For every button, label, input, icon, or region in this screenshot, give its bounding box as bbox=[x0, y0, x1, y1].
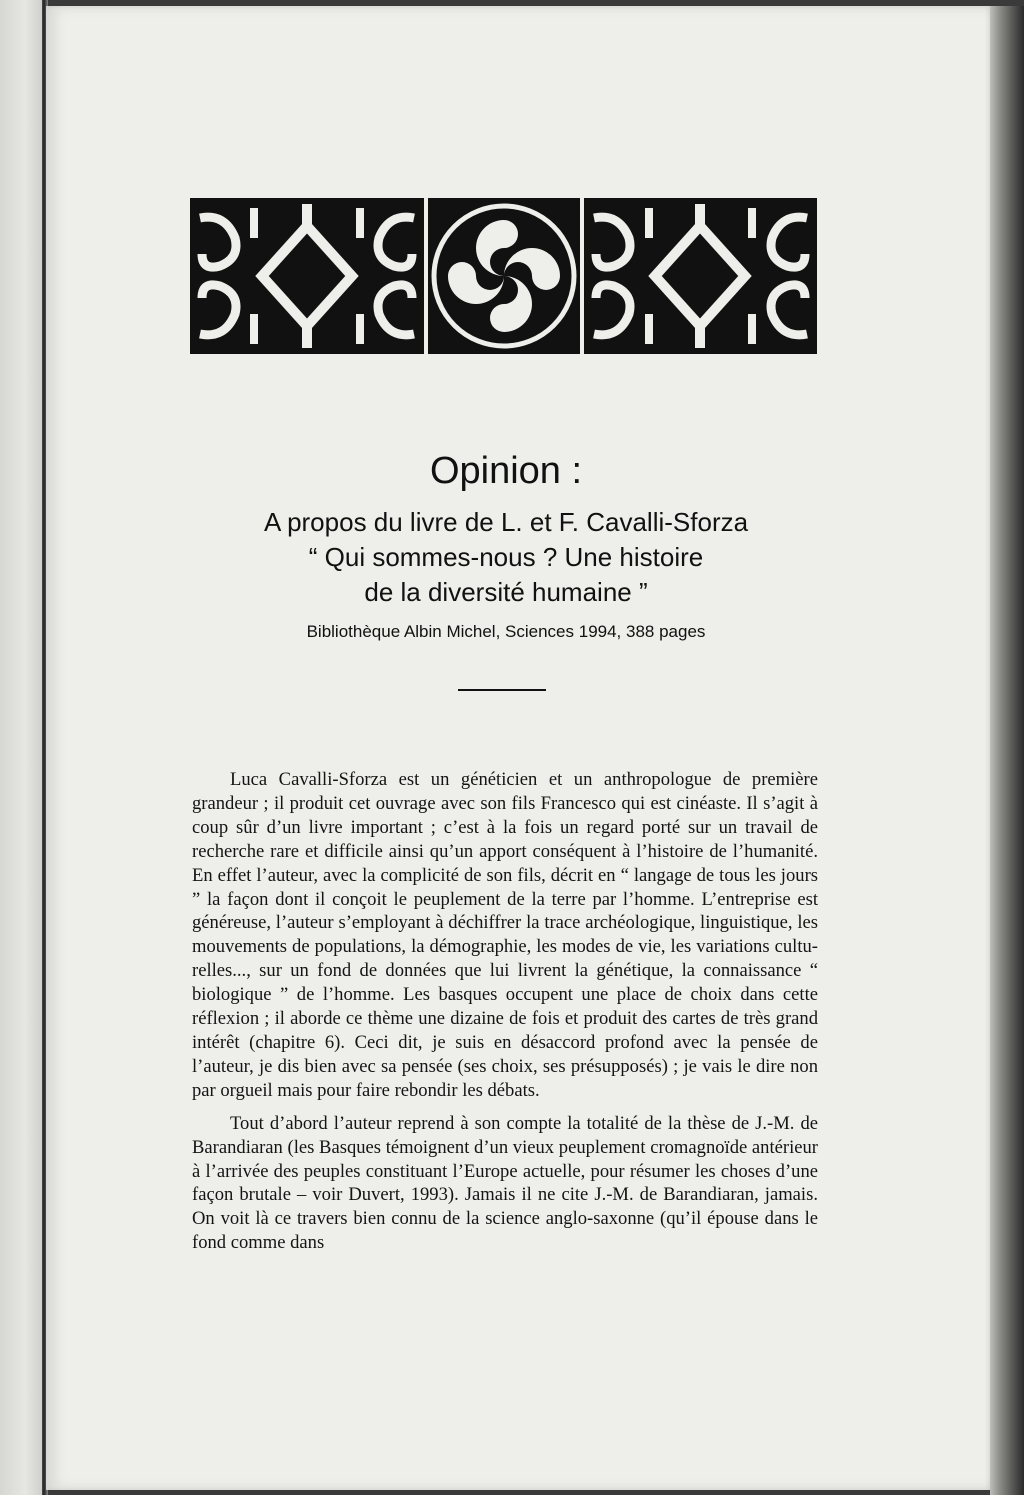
subtitle-line: “ Qui sommes-nous ? Une histoire bbox=[308, 542, 704, 572]
article-subtitle bbox=[180, 505, 832, 610]
subtitle-line: A propos du livre de L. et F. Cavalli-Sforza bbox=[263, 507, 749, 537]
article-title: Opinion : bbox=[429, 450, 583, 492]
basque-frieze-ornament bbox=[190, 198, 817, 354]
article-body bbox=[192, 768, 818, 1264]
body-paragraph: Luca Cavalli-Sforza est un généticien et un anthropologue de première grandeur ; il produit cet ouvrage avec son fils Francesco qui est cinéaste. Il s’agit à coup sûr d’un livre important ; c’est à la fois un regard porté sur un travail de recherche rare et difficile ainsi qu’un apport conséquent à l’histoire de l’humanité. En effet l’auteur, avec la complicité de son fils, décrit en “ langage de tous les jours ” la façon dont il conçoit le peuplement de la terre par l’homme. L’entreprise est généreuse, l’auteur s’employant à déchiffrer la trace archéologique, linguistique, les mouvements de populations, la démographie, les modes de vie, les variations culturelles..., sur un fond de données que lui livrent la génétique, la connaissance “ biologique ” de l’homme. Les basques occupent une place de choix dans cette réflexion ; il aborde ce thème une dizaine de fois et produit des cartes de très grand intérêt (chapitre 6). Ceci dit, je suis en désaccord profond avec la pensée de l’auteur, je dis bien avec sa pensée (ses choix, ses présupposés) ; je vais le dire non par orgueil mais pour faire rebondir les débats. bbox=[192, 769, 818, 1101]
subtitle-line: de la diversité humaine ” bbox=[364, 577, 648, 607]
page-stack-edge bbox=[990, 6, 1024, 1495]
publication-info: Bibliothèque Albin Michel, Sciences 1994, 388 pages bbox=[306, 622, 706, 641]
facing-page-edge bbox=[0, 0, 42, 1495]
body-paragraph: Tout d’abord l’auteur reprend à son compte la totalité de la thèse de J.-M. de Barandiaran (les Basques témoignent d’un vieux peuplement cromagnoïde antérieur à l’arrivée des peuples constituant l’Europe actuelle, pour résumer les choses d’une façon brutale – voir Duvert, 1993). Jamais il ne cite J.-M. de Barandiaran, jamais. On voit là ce travers bien connu de la science anglo-saxonne (qu’il épouse dans le fond comme dans bbox=[192, 1112, 818, 1254]
section-divider bbox=[458, 689, 546, 691]
